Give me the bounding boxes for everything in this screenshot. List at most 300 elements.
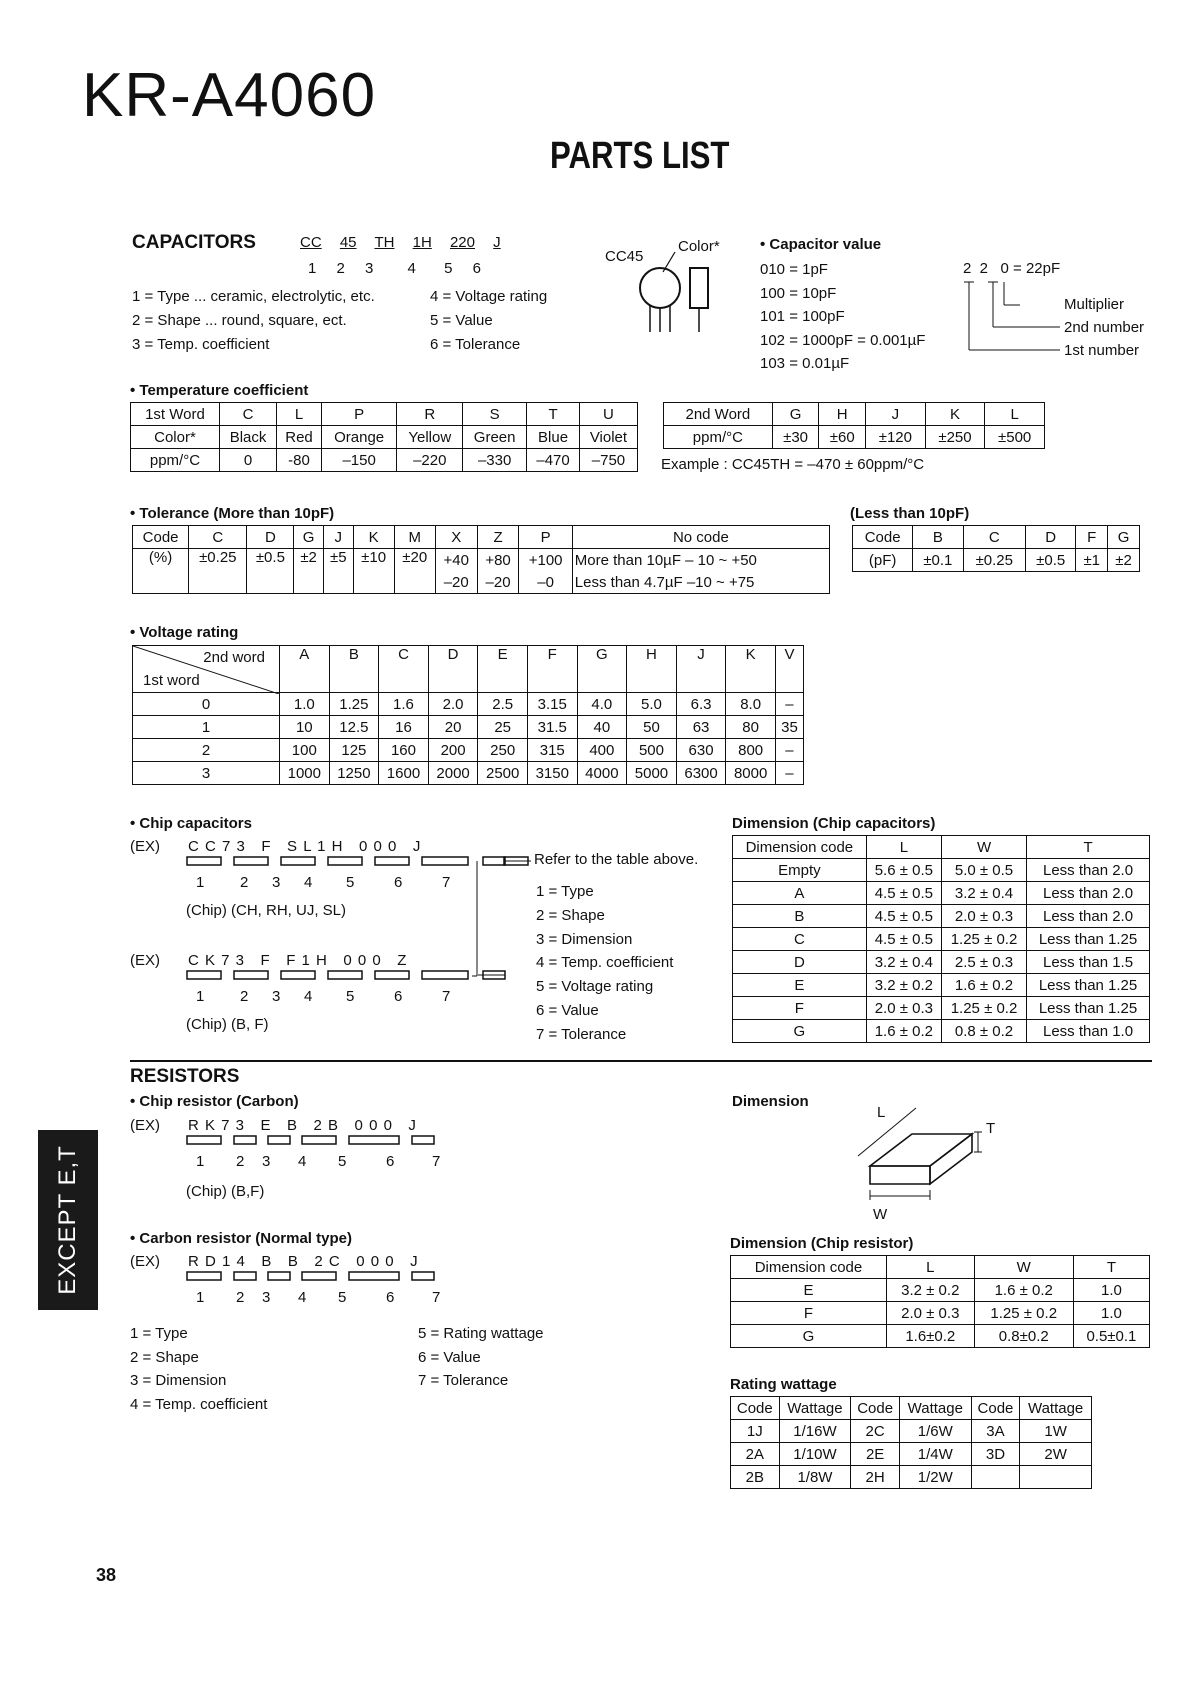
corner-top-label: 2nd word <box>203 649 265 666</box>
chip-cap-nums-1 <box>196 874 450 891</box>
cell: 1/10W <box>779 1443 851 1466</box>
cell: G <box>577 646 627 693</box>
cell: More than 10µF – 10 ~ +50 <box>572 549 829 572</box>
cell <box>1020 1466 1092 1489</box>
cell: K <box>925 403 985 426</box>
chip-cap-type-2: (Chip) (B, F) <box>186 1016 269 1033</box>
cell: 2W <box>1020 1443 1092 1466</box>
table-row <box>733 951 1150 974</box>
legend-item: 4 = Temp. coefficient <box>130 1395 268 1413</box>
example-label: (EX) <box>130 838 160 855</box>
cell: 500 <box>627 739 677 762</box>
table-row <box>731 1302 1150 1325</box>
cell: 1.6 ± 0.2 <box>974 1279 1073 1302</box>
cell: K <box>726 646 776 693</box>
num: 4 <box>298 1153 307 1170</box>
cell: D <box>247 526 294 549</box>
cell: Green <box>463 426 527 449</box>
cell: 0.5±0.1 <box>1073 1325 1149 1348</box>
capacitor-code-numbers <box>308 260 481 277</box>
cell: 3D <box>971 1443 1020 1466</box>
resistor-legend-left <box>130 1322 267 1416</box>
chip-capacitors-heading: • Chip capacitors <box>130 815 252 832</box>
cell: (%) <box>133 549 189 594</box>
cell: F <box>527 646 577 693</box>
legend-item: 4 = Voltage rating <box>430 288 548 305</box>
capacitors-heading: CAPACITORS <box>132 232 256 253</box>
cell: Less than 1.25 <box>1027 928 1150 951</box>
code-part-4: 1H <box>412 234 432 251</box>
legend-item: 7 = Tolerance <box>418 1372 509 1389</box>
num: 2 <box>336 260 345 277</box>
cell: K <box>353 526 394 549</box>
cell: +100 <box>519 549 572 572</box>
num: 1 <box>308 260 317 277</box>
cell: –470 <box>527 449 580 472</box>
cell: ±0.1 <box>913 549 963 572</box>
table-row <box>731 1279 1150 1302</box>
cell: 1/16W <box>779 1420 851 1443</box>
voltage-table <box>132 645 804 785</box>
cell: G <box>731 1325 887 1348</box>
dim-chip-caps-heading: Dimension (Chip capacitors) <box>732 815 936 832</box>
capacitor-legend-left <box>132 285 375 357</box>
cell: Less than 2.0 <box>1027 859 1150 882</box>
num: 4 <box>407 260 416 277</box>
num: 1 <box>196 1289 205 1306</box>
value-line: 100 = 10pF <box>760 284 837 302</box>
capacitor-code-example <box>300 234 501 251</box>
cell: P <box>321 403 397 426</box>
cell: Z <box>477 526 519 549</box>
cell: 50 <box>627 716 677 739</box>
table-row <box>853 549 1140 572</box>
capacitor-legend-right <box>430 285 547 357</box>
refer-text: Refer to the table above. <box>534 851 699 868</box>
voltage-heading: • Voltage rating <box>130 624 239 641</box>
cell: U <box>579 403 637 426</box>
cell: – <box>775 693 803 716</box>
cell: 160 <box>379 739 429 762</box>
cell: ±10 <box>353 549 394 594</box>
num: 6 <box>394 988 403 1005</box>
cell: 63 <box>676 716 726 739</box>
legend-item: 2 = Shape ... round, square, ect. <box>132 312 347 329</box>
tolerance-table <box>132 525 830 594</box>
cell: Less than 1.25 <box>1027 974 1150 997</box>
cell: ±1 <box>1076 549 1108 572</box>
table-row <box>664 403 1045 426</box>
cell: 3 <box>133 762 280 785</box>
num: 5 <box>338 1153 347 1170</box>
cell: C <box>963 526 1026 549</box>
num: 3 <box>272 988 281 1005</box>
carbon-resistor-nums <box>196 1289 440 1306</box>
cell: A <box>280 646 330 693</box>
num: 5 <box>444 260 453 277</box>
num: 6 <box>386 1289 395 1306</box>
table-row <box>731 1397 1092 1420</box>
cell: 5.0 ± 0.5 <box>941 859 1026 882</box>
legend-item: 5 = Rating wattage <box>418 1325 544 1342</box>
cell: L <box>886 1256 974 1279</box>
table-row <box>731 1443 1092 1466</box>
cell: 2H <box>851 1466 900 1489</box>
cell: 25 <box>478 716 528 739</box>
cell: 3.15 <box>527 693 577 716</box>
cell: 6.3 <box>676 693 726 716</box>
corner-bottom-label: 1st word <box>143 672 200 689</box>
cell: Wattage <box>779 1397 851 1420</box>
cell: 0 <box>133 693 280 716</box>
code-part-2: 45 <box>339 234 357 251</box>
legend-item: 2 = Shape <box>130 1348 199 1366</box>
cell: A <box>733 882 867 905</box>
cell: -80 <box>277 449 322 472</box>
cell: 2.0 <box>428 693 478 716</box>
example-label-2: (EX) <box>130 952 160 969</box>
cell: No code <box>572 526 829 549</box>
cell: –0 <box>519 571 572 594</box>
num: 6 <box>386 1153 395 1170</box>
cell: S <box>463 403 527 426</box>
capacitor-value-heading: • Capacitor value <box>760 236 882 253</box>
cell: D <box>428 646 478 693</box>
cell: T <box>1073 1256 1149 1279</box>
cell: Less than 2.0 <box>1027 905 1150 928</box>
cell: 40 <box>577 716 627 739</box>
cell: 3.2 ± 0.2 <box>886 1279 974 1302</box>
cell: ±60 <box>819 426 866 449</box>
table-row <box>131 449 638 472</box>
num: 4 <box>304 874 313 891</box>
model-title: KR-A4060 <box>82 61 377 130</box>
table-row <box>133 526 830 549</box>
cell: – <box>775 739 803 762</box>
value-line: 101 = 100pF <box>760 308 845 325</box>
cell: 16 <box>379 716 429 739</box>
dimension-heading: Dimension <box>732 1093 809 1110</box>
cell: D <box>1026 526 1076 549</box>
cell: J <box>866 403 926 426</box>
cell: 1/6W <box>899 1420 971 1443</box>
chip-cap-code-2: C K 7 3 F F 1 H 0 0 0 Z <box>188 952 408 969</box>
res-code-boxes <box>186 1135 456 1147</box>
cell: L <box>866 836 941 859</box>
cell: 8.0 <box>726 693 776 716</box>
cell: E <box>733 974 867 997</box>
cell: (pF) <box>853 549 913 572</box>
cell: 2C <box>851 1420 900 1443</box>
table-row <box>133 716 804 739</box>
carbon-code-boxes <box>186 1271 456 1283</box>
num: 2 <box>236 1153 245 1170</box>
num: 6 <box>394 874 403 891</box>
bracket-lines <box>472 856 532 986</box>
cell: 12.5 <box>329 716 379 739</box>
cell: ±0.25 <box>963 549 1026 572</box>
table-row <box>133 549 830 572</box>
num: 4 <box>298 1289 307 1306</box>
cell: ±5 <box>323 549 353 594</box>
cell: G <box>772 403 819 426</box>
cell: Less than 1.25 <box>1027 997 1150 1020</box>
dim-label-w: W <box>873 1206 888 1223</box>
cell: 8000 <box>726 762 776 785</box>
refer-box <box>503 856 531 868</box>
chip-resistor-nums <box>196 1153 440 1170</box>
cell: Less than 2.0 <box>1027 882 1150 905</box>
legend-item: 1 = Type ... ceramic, electrolytic, etc. <box>132 288 375 305</box>
value-line: 102 = 1000pF = 0.001µF <box>760 331 926 349</box>
cell: F <box>1076 526 1108 549</box>
cell: 35 <box>775 716 803 739</box>
cell: 2500 <box>478 762 528 785</box>
cell: ±0.5 <box>1026 549 1076 572</box>
num: 1 <box>196 874 205 891</box>
cell: G <box>733 1020 867 1043</box>
multiplier-label: Multiplier <box>1064 296 1125 313</box>
cell: Dimension code <box>733 836 867 859</box>
cell: –20 <box>435 571 477 594</box>
table-row <box>733 905 1150 928</box>
table-row <box>731 1420 1092 1443</box>
cell: ±2 <box>1108 549 1140 572</box>
cell: W <box>974 1256 1073 1279</box>
num: 3 <box>262 1153 271 1170</box>
cell: 31.5 <box>527 716 577 739</box>
temp-coef-heading: • Temperature coefficient <box>130 382 309 399</box>
num: 6 <box>472 260 481 277</box>
res-example-label: (EX) <box>130 1117 160 1134</box>
cell: C <box>189 526 247 549</box>
code-part-6: J <box>493 234 501 251</box>
num: 2 <box>240 874 249 891</box>
cell: Violet <box>579 426 637 449</box>
table-row <box>733 974 1150 997</box>
resistor-legend-right <box>418 1322 544 1393</box>
chip-cap-code-1: C C 7 3 F S L 1 H 0 0 0 J <box>188 838 422 855</box>
cell <box>971 1466 1020 1489</box>
cell: F <box>733 997 867 1020</box>
dim-label-t: T <box>986 1120 996 1137</box>
cell: +40 <box>435 549 477 572</box>
temp-coef-example: Example : CC45TH = –470 ± 60ppm/°C <box>661 456 925 473</box>
legend-item: 3 = Dimension <box>536 930 633 948</box>
cell: 20 <box>428 716 478 739</box>
cell: Code <box>971 1397 1020 1420</box>
cell: – <box>775 762 803 785</box>
cell: 125 <box>329 739 379 762</box>
num: 7 <box>442 874 451 891</box>
num: 5 <box>338 1289 347 1306</box>
cell: 1.25 ± 0.2 <box>941 928 1026 951</box>
first-number-label: 1st number <box>1064 342 1140 359</box>
cell: E <box>731 1279 887 1302</box>
cell: –220 <box>397 449 463 472</box>
cell: 1.0 <box>280 693 330 716</box>
cell: 200 <box>428 739 478 762</box>
side-tab-label: EXCEPT E,T <box>54 1145 81 1295</box>
legend-item: 6 = Tolerance <box>430 336 521 353</box>
cell: 5.0 <box>627 693 677 716</box>
cell: 3A <box>971 1420 1020 1443</box>
cell: W <box>941 836 1026 859</box>
cell: T <box>527 403 580 426</box>
cell: R <box>397 403 463 426</box>
cell: Wattage <box>1020 1397 1092 1420</box>
cell: F <box>731 1302 887 1325</box>
legend-item: 3 = Dimension <box>130 1372 227 1389</box>
num: 7 <box>432 1153 441 1170</box>
cell: L <box>985 403 1045 426</box>
cell: B <box>733 905 867 928</box>
cell: 1600 <box>379 762 429 785</box>
cell: 1.25 ± 0.2 <box>974 1302 1073 1325</box>
cell: 80 <box>726 716 776 739</box>
cell: X <box>435 526 477 549</box>
cell: 800 <box>726 739 776 762</box>
cell: Color* <box>131 426 220 449</box>
cell: 2.0 ± 0.3 <box>941 905 1026 928</box>
cell: 1/8W <box>779 1466 851 1489</box>
num: 3 <box>272 874 281 891</box>
legend-item: 4 = Temp. coefficient <box>536 954 674 972</box>
table-row <box>733 859 1150 882</box>
cell: 1.25 ± 0.2 <box>941 997 1026 1020</box>
cell: 2E <box>851 1443 900 1466</box>
dim-label-l: L <box>877 1104 886 1121</box>
multiplier-diagram <box>960 280 1070 355</box>
cell: ±2 <box>294 549 324 594</box>
cell: 3.2 ± 0.4 <box>941 882 1026 905</box>
cell: Code <box>851 1397 900 1420</box>
cell: Orange <box>321 426 397 449</box>
rating-table <box>730 1396 1092 1489</box>
cell: ±30 <box>772 426 819 449</box>
cell: 1/2W <box>899 1466 971 1489</box>
code-part-5: 220 <box>449 234 475 251</box>
cell: ppm/°C <box>131 449 220 472</box>
cell: 4.5 ± 0.5 <box>866 905 941 928</box>
legend-item: 2 = Shape <box>536 906 605 924</box>
cell: –330 <box>463 449 527 472</box>
table-row <box>131 403 638 426</box>
cell: 5000 <box>627 762 677 785</box>
num: 5 <box>346 988 355 1005</box>
cell: B <box>913 526 963 549</box>
cell: 4.5 ± 0.5 <box>866 928 941 951</box>
cell: Yellow <box>397 426 463 449</box>
cell: 4000 <box>577 762 627 785</box>
figure-label: CC45 <box>605 248 644 265</box>
cell: 4.0 <box>577 693 627 716</box>
cell: 1.25 <box>329 693 379 716</box>
num: 4 <box>304 988 313 1005</box>
cell: G <box>294 526 324 549</box>
cell: ppm/°C <box>664 426 773 449</box>
carbon-resistor-code: R D 1 4 B B 2 C 0 0 0 J <box>188 1253 419 1270</box>
cell: 2A <box>731 1443 780 1466</box>
legend-item: 1 = Type <box>130 1325 188 1342</box>
chip-cap-legend <box>536 880 673 1047</box>
cell: ±0.5 <box>247 549 294 594</box>
value-line: 010 = 1pF <box>760 261 828 278</box>
cell: 1.6±0.2 <box>886 1325 974 1348</box>
res-example-label-2: (EX) <box>130 1253 160 1270</box>
cell: Blue <box>527 426 580 449</box>
cell: 3150 <box>527 762 577 785</box>
cell: 250 <box>478 739 528 762</box>
cell: 0.8 ± 0.2 <box>941 1020 1026 1043</box>
cell: ±250 <box>925 426 985 449</box>
tolerance-heading: • Tolerance (More than 10pF) <box>130 505 335 522</box>
table-row <box>133 739 804 762</box>
table-row <box>733 997 1150 1020</box>
cell: Code <box>133 526 189 549</box>
resistors-heading: RESISTORS <box>130 1066 240 1087</box>
cell: 3.2 ± 0.4 <box>866 951 941 974</box>
num: 7 <box>432 1289 441 1306</box>
cell: ±0.25 <box>189 549 247 594</box>
num: 2 <box>236 1289 245 1306</box>
num: 3 <box>262 1289 271 1306</box>
num: 7 <box>442 988 451 1005</box>
table-row <box>733 882 1150 905</box>
temp-coef-2nd-table <box>663 402 1045 449</box>
value-line: 103 = 0.01µF <box>760 355 850 372</box>
page-number: 38 <box>96 1565 117 1585</box>
page-title: PARTS LIST <box>550 135 730 177</box>
tolerance-less-table <box>852 525 1140 572</box>
table-row <box>731 1325 1150 1348</box>
table-row <box>733 928 1150 951</box>
chip-resistor-heading: • Chip resistor (Carbon) <box>130 1093 299 1110</box>
cell: 10 <box>280 716 330 739</box>
dim-chip-res-heading: Dimension (Chip resistor) <box>730 1235 914 1252</box>
table-row <box>664 426 1045 449</box>
dim-chip-res-table <box>730 1255 1150 1348</box>
cell: 3.2 ± 0.2 <box>866 974 941 997</box>
legend-item: 3 = Temp. coefficient <box>132 336 270 353</box>
cell: ±20 <box>394 549 435 594</box>
cell: 2 <box>133 739 280 762</box>
cell: Red <box>277 426 322 449</box>
cell: 1/4W <box>899 1443 971 1466</box>
cell: 1250 <box>329 762 379 785</box>
cell: 0.8±0.2 <box>974 1325 1073 1348</box>
table-row <box>133 646 804 693</box>
cell: 2nd Word <box>664 403 773 426</box>
cell: –20 <box>477 571 519 594</box>
second-number-label: 2nd number <box>1064 319 1145 336</box>
cell: 6300 <box>676 762 726 785</box>
cell: 2.0 ± 0.3 <box>886 1302 974 1325</box>
chip-cap-nums-2 <box>196 988 450 1005</box>
cell: 400 <box>577 739 627 762</box>
cell: C <box>733 928 867 951</box>
legend-item: 6 = Value <box>418 1348 481 1366</box>
capacitor-figure <box>630 250 730 340</box>
cell: L <box>277 403 322 426</box>
legend-item: 6 = Value <box>536 1001 599 1019</box>
table-row <box>731 1256 1150 1279</box>
chip-resistor-type: (Chip) (B,F) <box>186 1183 265 1200</box>
table-row <box>733 1020 1150 1043</box>
cell: B <box>329 646 379 693</box>
legend-item: 7 = Tolerance <box>536 1025 627 1043</box>
cell: P <box>519 526 572 549</box>
